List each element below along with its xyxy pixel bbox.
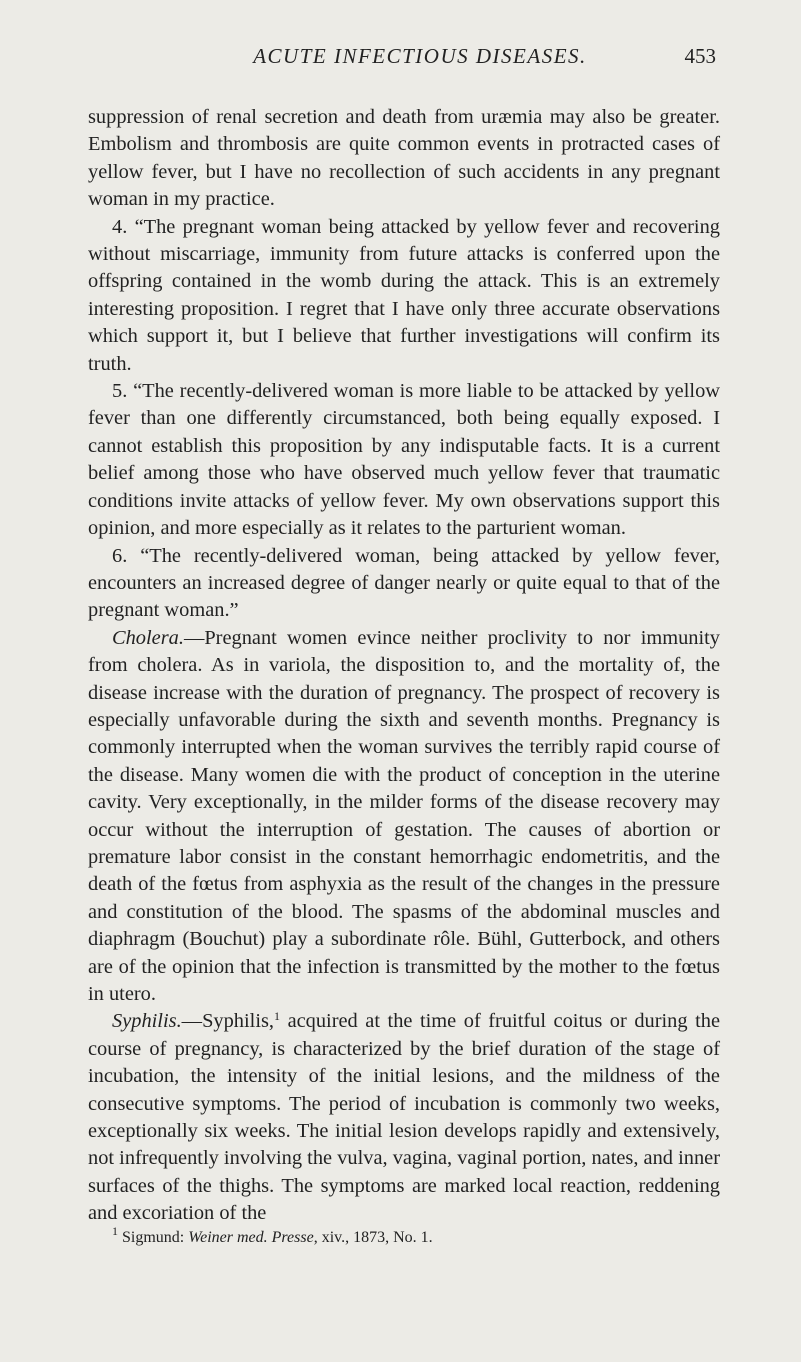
footnote-journal: Weiner med. Presse [188,1228,314,1246]
page-number: 453 [684,44,716,68]
syphilis-text-start: —Syphilis, [181,1010,275,1033]
paragraph-syphilis [88,1008,720,1227]
page-header [0,44,801,74]
footnote-author: Sigmund: [118,1228,189,1246]
footnote-marker: 1 [112,1223,118,1238]
paragraph-proposition-6: 6. “The recently-delivered woman, being attacked by yellow fever, encounters an increased degree of danger nearly or quite equal to that of the pregnant woman.” [88,544,720,622]
syphilis-heading: Syphilis. [112,1010,182,1033]
paragraph-proposition-5: 5. “The recently-delivered woman is more liable to be attacked by yellow fever than one differently circumstanced, both being equally exposed. I cannot establish this proposition by any indisputable facts. It is a current belief among those who have observed much yellow fever that traumatic conditions invite attacks of yellow fever. My own observations support this opinion, and more especially as it relates to the parturient woman. [88,380,720,540]
running-title: ACUTE INFECTIOUS DISEASES. [253,44,587,68]
syphilis-text-rest: acquired at the time of fruitful coitus or during the course of pregnancy, is characterized by the brief duration of the stage of incubation, the intensity of the initial lesions, and the mildness of the consecutive symptoms. The period of incubation is commonly two weeks, exceptionally six weeks. The initial lesion develops rapidly and extensively, not infrequently involving the vulva, vagina, vaginal portion, nates, and inner surfaces of the thighs. The symptoms are marked local reaction, reddening and excoriation of the [88,1010,720,1225]
footnote [88,1223,720,1248]
paragraph-renal-secretion: suppression of renal secretion and death from uræmia may also be greater. Embolism and thrombosis are quite common events in protracted cases of yellow fever, but I have no recollection of such accidents in any pregnant woman in my practice. [88,106,720,211]
cholera-text: —Pregnant women evince neither proclivity to nor immunity from cholera. As in variola, the disposition to, and the mortality of, the disease increase with the duration of pregnancy. The prospect of recovery is especially unfavorable during the sixth and seventh months. Pregnancy is commonly interrupted when the woman survives the terribly rapid course of the disease. Many women die with the product of conception in the uterine cavity. Very exceptionally, in the milder forms of the disease recovery may occur without the interruption of gestation. The causes of abortion or premature labor consist in the constant hemorrhagic endometritis, and the death of the fœtus from asphyxia as the result of the changes in the pressure and constitution of the blood. The spasms of the abdominal muscles and diaphragm (Bouchut) play a subordinate rôle. Bühl, Gutterbock, and others are of the opinion that the infection is transmitted by the mother to the fœtus in utero. [88,626,720,1005]
cholera-heading: Cholera. [112,626,184,649]
footnote-details: , xiv., 1873, No. 1. [313,1228,433,1246]
footnote-reference: 1 [274,1009,281,1024]
paragraph-cholera [88,625,720,1009]
paragraph-proposition-4: 4. “The pregnant woman being attacked by yellow fever and recovering without miscarriage, immunity from future attacks is conferred upon the offspring contained in the womb during the attack. This is an extremely interesting proposition. I regret that I have only three accurate observations which support it, but I believe that further investigations will confirm its truth. [88,215,720,375]
body-text [88,104,720,1248]
